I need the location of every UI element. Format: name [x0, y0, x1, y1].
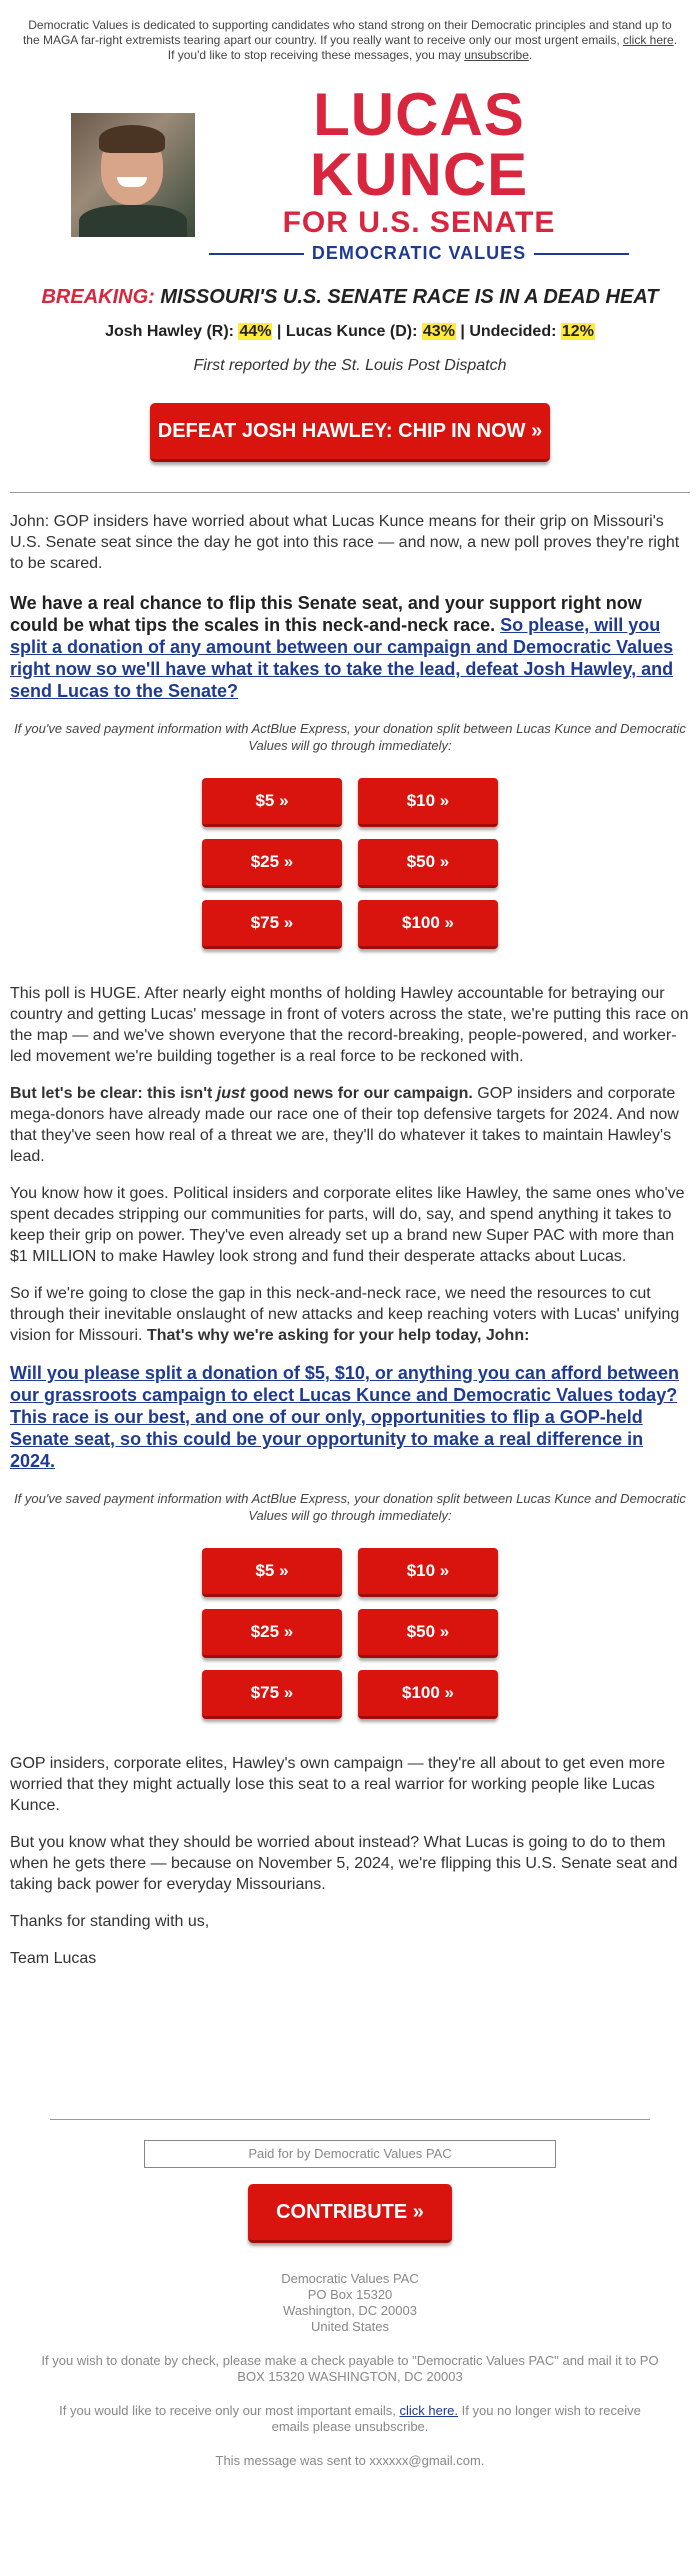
- disclaimer-text: Democratic Values is dedicated to supporting candidates who stand strong on their Democratic principles and stand up to the MAGA far-right extremists tearing apart our country. If you really want to receive only our most urgent emails,: [22, 18, 672, 47]
- p4-bold-em: just: [216, 1085, 246, 1102]
- footer-divider: [50, 2119, 650, 2120]
- body-paragraph-3: This poll is HUGE. After nearly eight months of holding Hawley accountable for betraying our country and getting Lucas' message in front of voters across the state, we're putting this race on the map — and we've shown everyone that the record-breaking, people-powered, and worker-led movement we're building together is a real force to be reckoned with.: [10, 985, 689, 1065]
- email-preferences: [10, 2403, 690, 2435]
- defeat-hawley-button[interactable]: DEFEAT JOSH HAWLEY: CHIP IN NOW »: [150, 403, 550, 462]
- actblue-note-2: If you've saved payment information with ActBlue Express, your donation split between Lucas Kunce and Democratic Values will go through immediately:: [14, 1491, 686, 1523]
- logo-office: FOR U.S. SENATE: [282, 206, 556, 239]
- donate-100-button[interactable]: $100 »: [358, 900, 498, 949]
- body-paragraph-1: John: GOP insiders have worried about what Lucas Kunce means for their grip on Missouri's U.S. Senate seat since the day he got into this race — and now, a new poll proves they're right to be scared.: [10, 513, 680, 572]
- candidate-photo: [71, 113, 195, 237]
- poll-source: First reported by the St. Louis Post Dispatch: [193, 357, 507, 374]
- poll-hawley-label: Josh Hawley (R):: [105, 323, 234, 340]
- lead-bold-text: We have a real chance to flip this Senate seat, and your support right now could be what tips the scales in this neck-and-neck race.: [10, 593, 642, 635]
- campaign-header: [10, 81, 690, 264]
- donate-10-button[interactable]: $10 »: [358, 1548, 498, 1597]
- body-paragraph-5: You know how it goes. Political insiders and corporate elites like Hawley, the same ones who've spent decades stripping our communities for parts, will do, say, and spend anything it takes to keep their grip on power. They've even already set up a brand new Super PAC with more than $1 MILLION to make Hawley look strong and fund their desperate attacks about Lucas.: [10, 1185, 685, 1265]
- address-line: Democratic Values PAC: [281, 2271, 419, 2286]
- paid-for-box: Paid for by Democratic Values PAC: [144, 2140, 556, 2168]
- unsubscribe-link[interactable]: unsubscribe: [464, 48, 529, 62]
- poll-undecided-value: 12%: [561, 323, 594, 340]
- sent-to-note: This message was sent to xxxxxx@gmail.com.: [215, 2453, 485, 2468]
- address-line: PO Box 15320: [307, 2287, 393, 2302]
- poll-kunce-value: 43%: [422, 323, 455, 340]
- mailing-address: [10, 2271, 690, 2335]
- breaking-tag: BREAKING:: [41, 286, 155, 308]
- donate-5-button[interactable]: $5 »: [202, 778, 342, 827]
- top-disclaimer: [10, 0, 690, 63]
- check-note: If you wish to donate by check, please make a check payable to "Democratic Values PAC" and mail it to PO BOX 15320 WASHINGTON, DC 20003: [41, 2353, 659, 2384]
- logo-brand: DEMOCRATIC VALUES: [311, 243, 527, 263]
- p4-rest: GOP insiders and corporate mega-donors have already made our race one of their top defensive targets for 2024. And now that they've seen how real of a threat we are, they'll do whatever it takes to maintain Hawley's lead.: [10, 1085, 679, 1165]
- body-paragraph-4: [10, 1083, 690, 1167]
- address-line: Washington, DC 20003: [283, 2303, 417, 2318]
- donate-25-button[interactable]: $25 »: [202, 1609, 342, 1658]
- breaking-text: MISSOURI'S U.S. SENATE RACE IS IN A DEAD HEAT: [160, 286, 659, 308]
- email-container: [10, 0, 690, 2469]
- donate-75-button[interactable]: $75 »: [202, 900, 342, 949]
- body-paragraph-6: [10, 1283, 690, 1346]
- donation-amounts-1: [202, 778, 498, 949]
- donation-amounts-2: [202, 1548, 498, 1719]
- address-line: United States: [310, 2319, 390, 2334]
- divider: [10, 492, 690, 493]
- breaking-headline: [10, 286, 690, 309]
- body-paragraph-2: [10, 592, 690, 702]
- donate-25-button[interactable]: $25 »: [202, 839, 342, 888]
- p6-bold: That's why we're asking for your help today, John:: [146, 1327, 530, 1344]
- poll-hawley-value: 44%: [239, 323, 272, 340]
- urgent-only-link[interactable]: click here: [623, 33, 674, 47]
- logo-name: LUCAS KUNCE: [309, 81, 529, 208]
- donation-ask-link[interactable]: So please, will you split a donation of any amount between our campaign and Democratic Values right now so we'll have what it takes to take the lead, defeat Josh Hawley, and send Lucas to the Senate?: [10, 615, 674, 701]
- disclaimer-end: .: [528, 48, 533, 62]
- donate-50-button[interactable]: $50 »: [358, 839, 498, 888]
- preferences-link[interactable]: click here.: [399, 2403, 458, 2418]
- sign-off: Thanks for standing with us,: [10, 1913, 210, 1930]
- campaign-logo: [209, 81, 629, 264]
- poll-undecided-label: Undecided:: [469, 323, 557, 340]
- poll-kunce-label: Lucas Kunce (D):: [285, 323, 418, 340]
- donate-50-button[interactable]: $50 »: [358, 1609, 498, 1658]
- actblue-note: If you've saved payment information with ActBlue Express, your donation split between Lucas Kunce and Democratic Values will go through immediately:: [14, 721, 686, 753]
- disclaimer-middle: . If you'd like to stop receiving these messages, you may: [167, 33, 678, 62]
- p4-bold-a: But let's be clear: this isn't: [10, 1085, 213, 1102]
- p6-text: So if we're going to close the gap in this neck-and-neck race, we need the resources to cut through their inevitable onslaught of new attacks and keep reaching voters with Lucas' unifying vision for Missouri.: [10, 1285, 680, 1344]
- body-paragraph-8: GOP insiders, corporate elites, Hawley's own campaign — they're all about to get even more worried that they might actually lose this seat to a real warrior for working people like Lucas Kunce.: [10, 1755, 666, 1814]
- p4-bold-b: good news for our campaign.: [249, 1085, 473, 1102]
- signature: Team Lucas: [10, 1950, 97, 1967]
- donation-ask-link-2[interactable]: Will you please split a donation of $5, $10, or anything you can afford between our grassroots campaign to elect Lucas Kunce and Democratic Values today? This race is our best, and one of our only, opportunities to flip a GOP-held Senate seat, so this could be your opportunity to make a real difference in 2024.: [10, 1363, 679, 1471]
- poll-results: [10, 323, 690, 341]
- donate-5-button[interactable]: $5 »: [202, 1548, 342, 1597]
- donate-75-button[interactable]: $75 »: [202, 1670, 342, 1719]
- pref-text-b: If you no longer wish to receive emails please unsubscribe.: [271, 2403, 641, 2434]
- contribute-button[interactable]: CONTRIBUTE »: [248, 2184, 452, 2243]
- logo-brand-row: [209, 243, 629, 264]
- donate-10-button[interactable]: $10 »: [358, 778, 498, 827]
- poll-separator: |: [460, 323, 465, 340]
- donate-100-button[interactable]: $100 »: [358, 1670, 498, 1719]
- poll-separator: |: [276, 323, 282, 340]
- pref-text-a: If you would like to receive only our most important emails,: [59, 2403, 396, 2418]
- body-paragraph-9: But you know what they should be worried about instead? What Lucas is going to do to them when he gets there — because on November 5, 2024, we're flipping this U.S. Senate seat and taking back power for everyday Missourians.: [10, 1834, 678, 1893]
